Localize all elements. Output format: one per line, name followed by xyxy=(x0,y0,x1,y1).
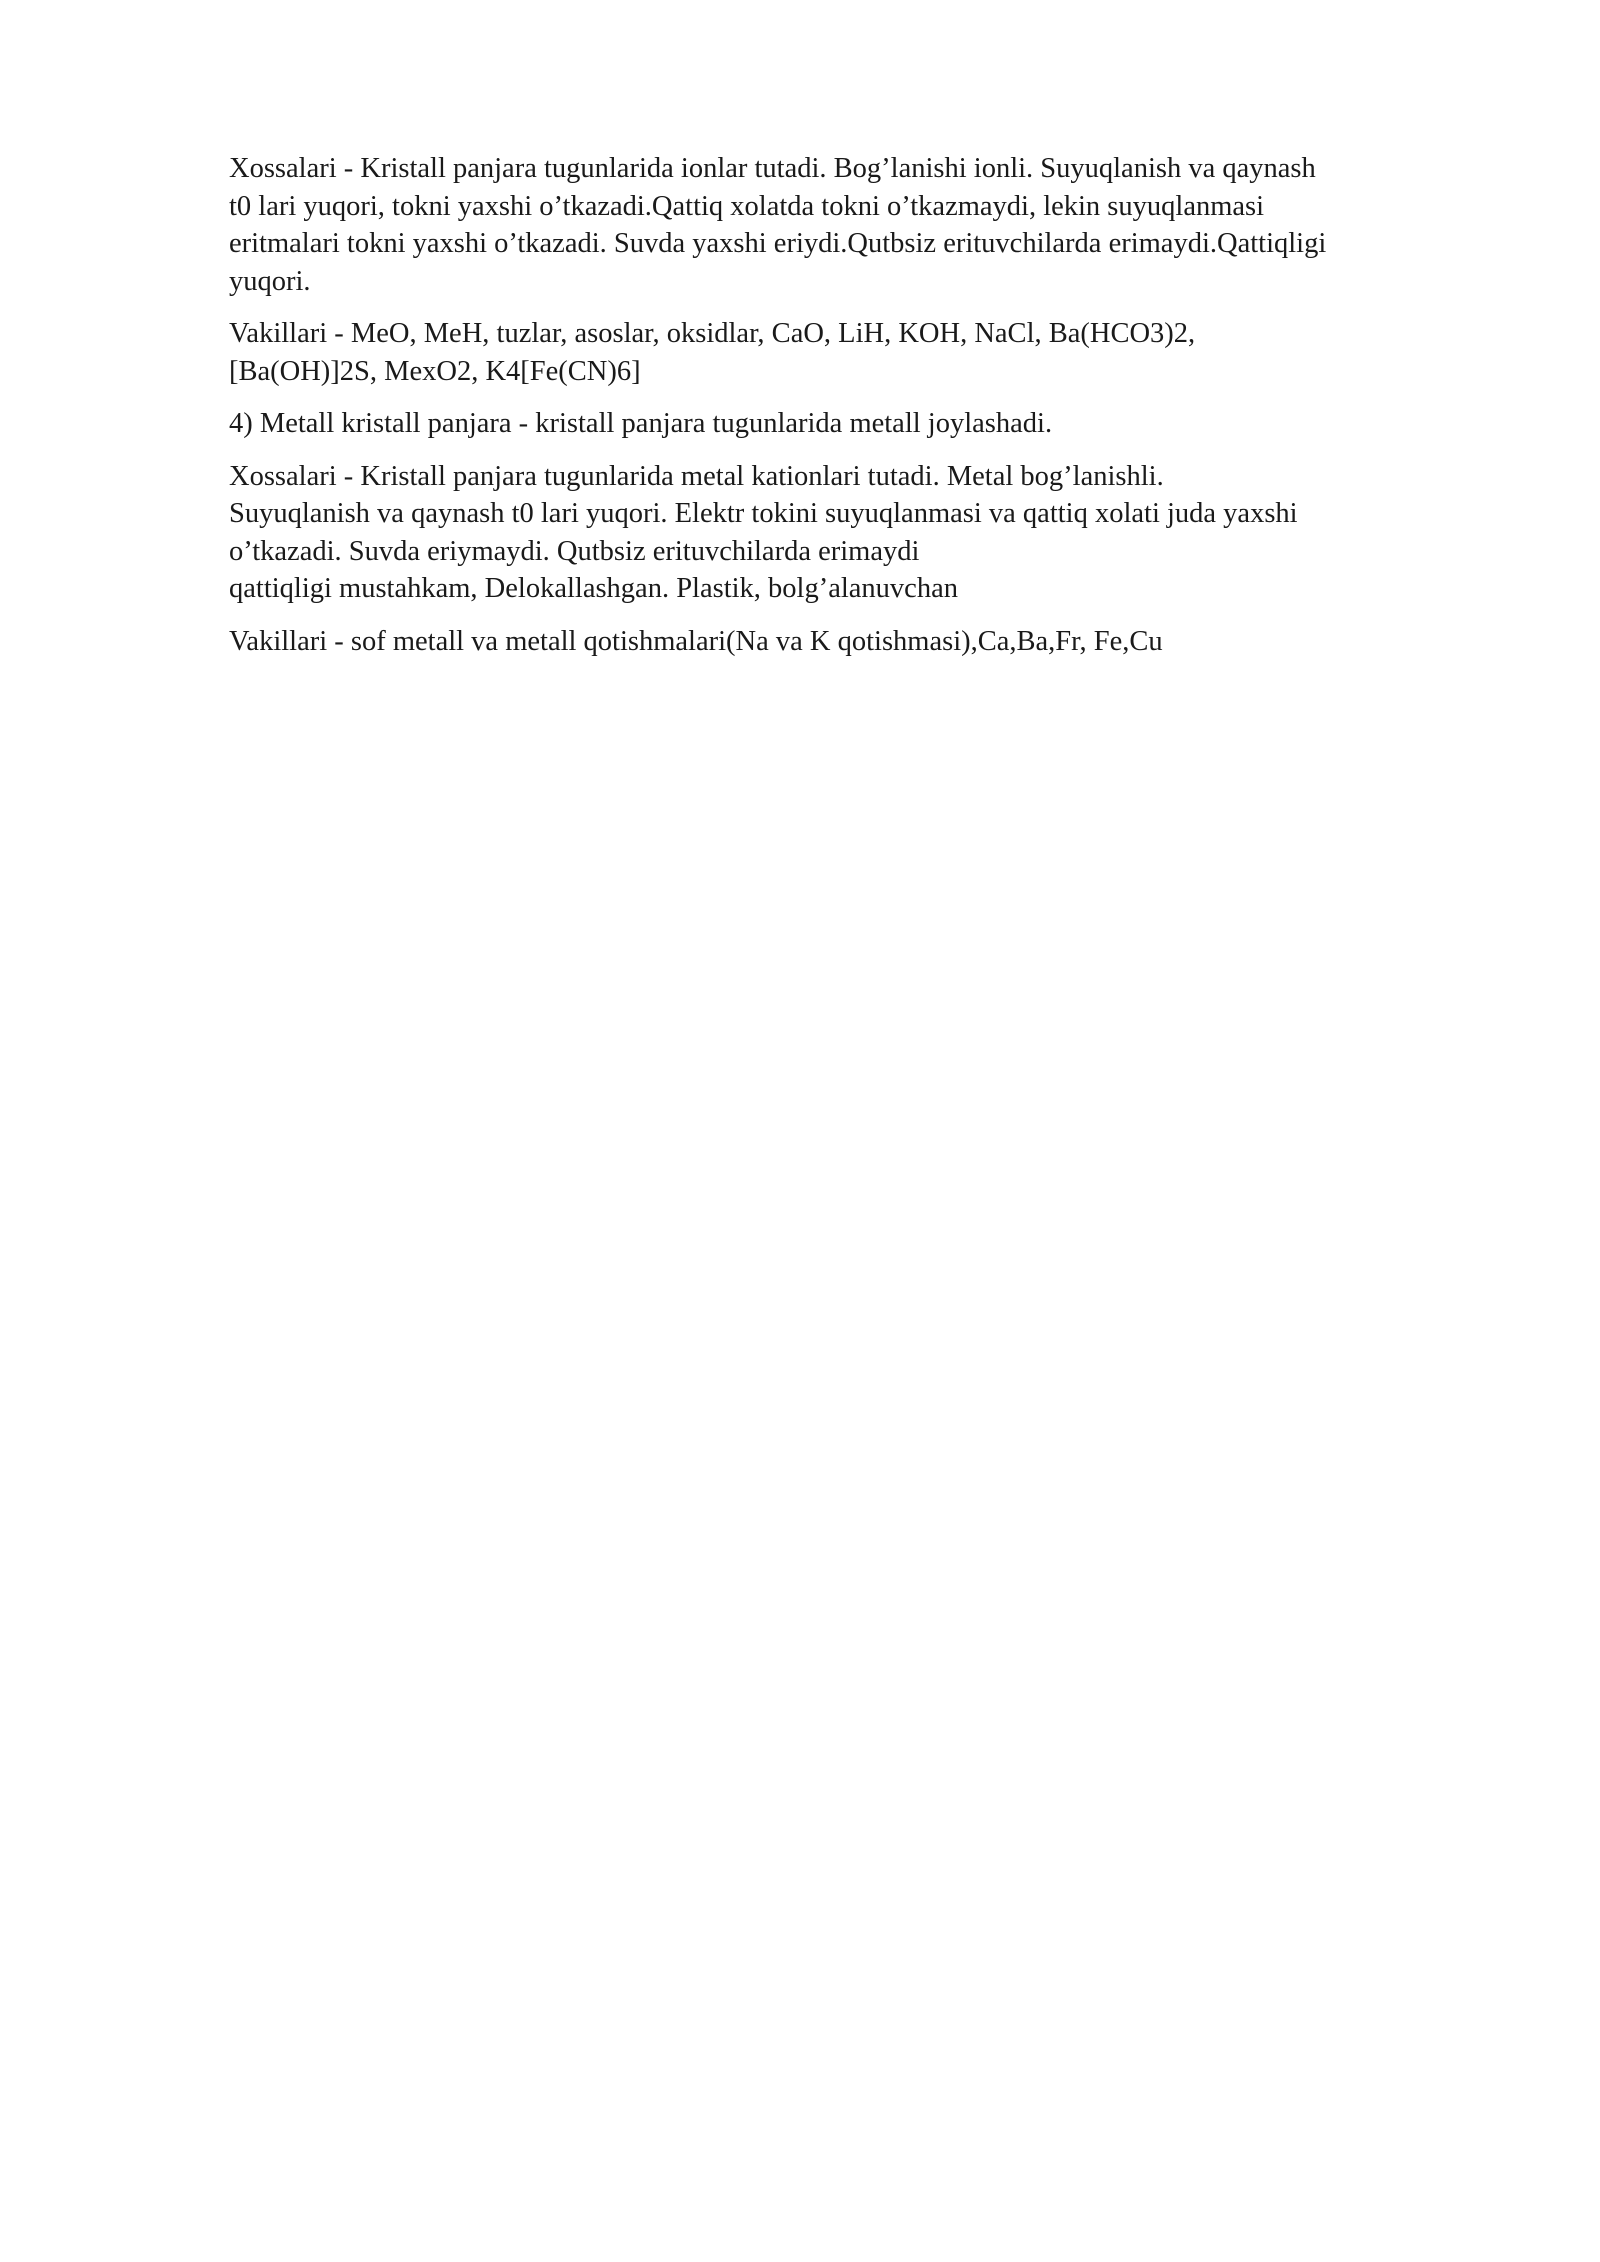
text-line: yuqori. xyxy=(229,265,311,297)
text-line: Xossalari - Kristall panjara tugunlarida metal kationlari tutadi. Metal bog’lanishli. xyxy=(229,460,1164,492)
paragraph-metallic-examples xyxy=(229,623,1489,661)
paragraph-ionic-examples xyxy=(229,315,1489,390)
text-line: [Ba(OH)]2S, MexO2, K4[Fe(CN)6] xyxy=(229,355,641,387)
text-line: o’tkazadi. Suvda eriymaydi. Qutbsiz erituvchilarda erimaydi xyxy=(229,535,920,567)
paragraph-metallic-properties xyxy=(229,458,1489,608)
text-line: eritmalari tokni yaxshi o’tkazadi. Suvda yaxshi eriydi.Qutbsiz erituvchilarda erimaydi.Qattiqligi xyxy=(229,228,1327,259)
text-line: Vakillari - MeO, MeH, tuzlar, asoslar, oksidlar, CaO, LiH, KOH, NaCl, Ba(HCO3)2, xyxy=(229,318,1196,349)
text-line: Xossalari - Kristall panjara tugunlarida ionlar tutadi. Bog’lanishi ionli. Suyuqlanish va qaynash xyxy=(229,153,1316,184)
text-line: 4) Metall kristall panjara - kristall panjara tugunlarida metall joylashadi. xyxy=(229,408,1053,439)
text-line: Vakillari - sof metall va metall qotishmalari(Na va K qotishmasi),Ca,Ba,Fr, Fe,Cu xyxy=(229,625,1163,657)
document-body xyxy=(229,150,1489,675)
paragraph-ionic-properties xyxy=(229,150,1489,300)
paragraph-metallic-heading xyxy=(229,405,1489,443)
text-line: t0 lari yuqori, tokni yaxshi o’tkazadi.Qattiq xolatda tokni o’tkazmaydi, lekin suyuqlanmasi xyxy=(229,190,1265,222)
text-line: qattiqligi mustahkam, Delokallashgan. Plastik, bolg’alanuvchan xyxy=(229,573,958,604)
text-line: Suyuqlanish va qaynash t0 lari yuqori. Elektr tokini suyuqlanmasi va qattiq xolati juda yaxshi xyxy=(229,498,1298,529)
